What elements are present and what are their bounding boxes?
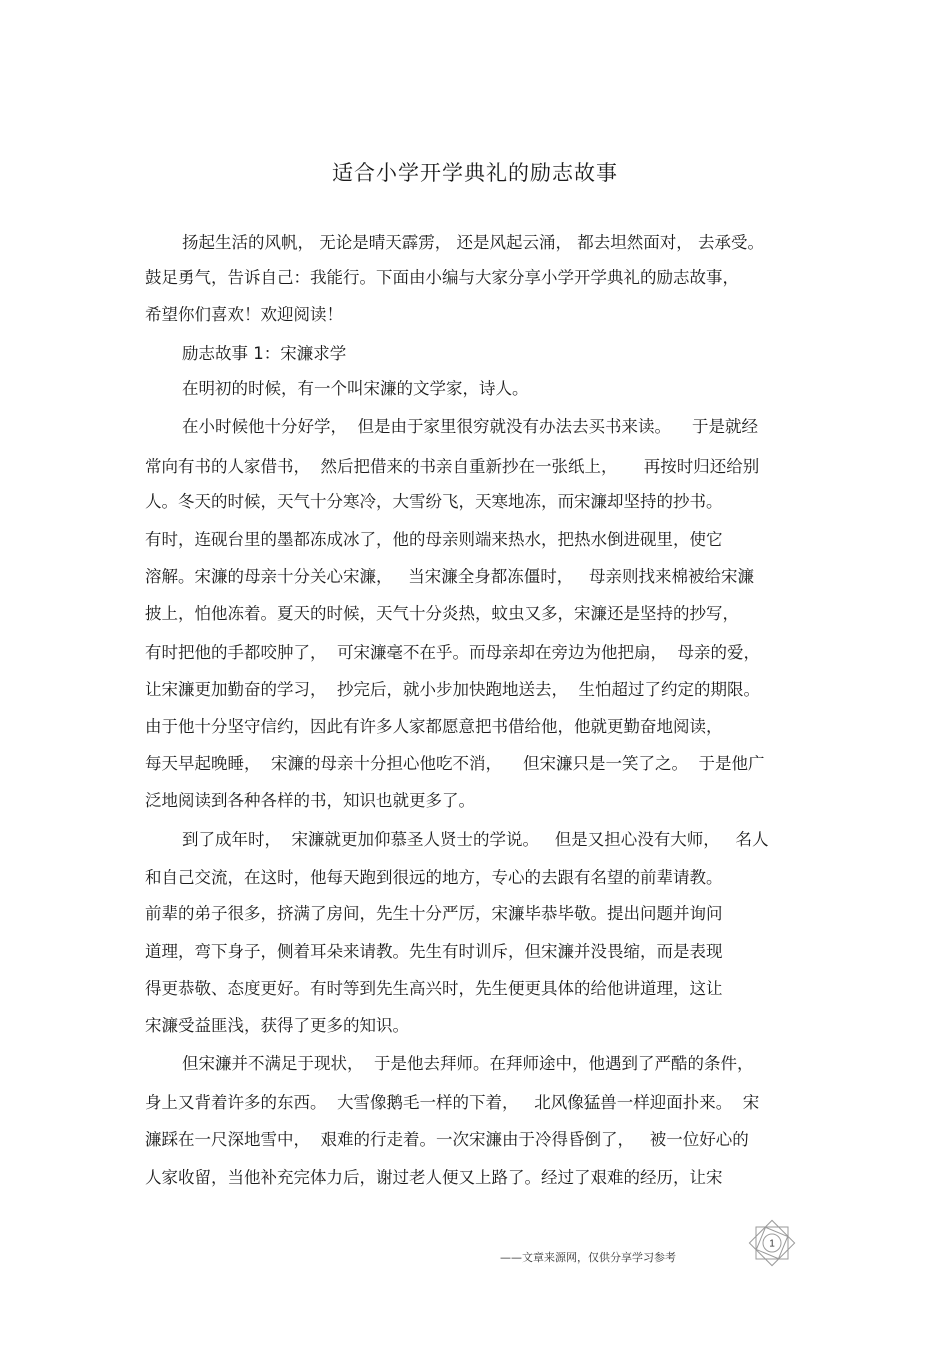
document-title: 适合小学开学典礼的励志故事: [332, 161, 618, 185]
paragraph-line: 得更恭敬、态度更好。有时等到先生高兴时，先生便更具体的给他讲道理，这让: [145, 979, 723, 998]
paragraph-line: 常向有书的人家借书， 然后把借来的书亲自重新抄在一张纸上， 再按时归还给别: [145, 457, 760, 476]
paragraph-line: 但宋濂并不满足于现状， 于是他去拜师。在拜师途中，他遇到了严酷的条件，: [182, 1054, 754, 1073]
page-number-badge: [746, 1218, 798, 1268]
page-number: 1: [769, 1238, 775, 1250]
paragraph-line: 励志故事 1：宋濂求学: [182, 344, 347, 363]
paragraph-line: 泛地阅读到各种各样的书，知识也就更多了。: [145, 791, 475, 810]
paragraph-line: 和自己交流，在这时，他每天跑到很远的地方，专心的去跟有名望的前辈请教。: [145, 868, 723, 887]
paragraph-line: 到了成年时， 宋濂就更加仰慕圣人贤士的学说。 但是又担心没有大师， 名人: [182, 830, 769, 849]
paragraph-line: 前辈的弟子很多，挤满了房间，先生十分严厉，宋濂毕恭毕敬。提出问题并询问: [145, 904, 723, 923]
paragraph-line: 人。冬天的时候，天气十分寒冷，大雪纷飞，天寒地冻，而宋濂却坚持的抄书。: [145, 492, 723, 511]
paragraph-line: 有时，连砚台里的墨都冻成冰了，他的母亲则端来热水，把热水倒进砚里，使它: [145, 530, 723, 549]
paragraph-line: 有时把他的手都咬肿了， 可宋濂毫不在乎。而母亲却在旁边为他把扇， 母亲的爱，: [145, 643, 760, 662]
paragraph-line: 道理，弯下身子，侧着耳朵来请教。先生有时训斥，但宋濂并没畏缩，而是表现: [145, 942, 723, 961]
paragraph-line: 在小时候他十分好学， 但是由于家里很穷就没有办法去买书来读。 于是就经: [182, 417, 758, 436]
paragraph-line: 让宋濂更加勤奋的学习， 抄完后，就小步加快跑地送去， 生怕超过了约定的期限。: [145, 680, 760, 699]
paragraph-line: 濂踩在一尺深地雪中， 艰难的行走着。一次宋濂由于冷得昏倒了， 被一位好心的: [145, 1130, 749, 1149]
paragraph-line: 披上，怕他冻着。夏天的时候，天气十分炎热，蚊虫又多，宋濂还是坚持的抄写，: [145, 604, 739, 623]
paragraph-line: 身上又背着许多的东西。 大雪像鹅毛一样的下着， 北风像猛兽一样迎面扑来。 宋: [145, 1093, 760, 1112]
paragraph-line: 在明初的时候，有一个叫宋濂的文学家，诗人。: [182, 379, 529, 398]
paragraph-line: 扬起生活的风帆， 无论是晴天霹雳， 还是风起云涌， 都去坦然面对， 去承受。: [182, 233, 764, 252]
footer-source-note: ——文章来源网，仅供分享学习参考: [500, 1251, 676, 1264]
paragraph-line: 每天早起晚睡， 宋濂的母亲十分担心他吃不消， 但宋濂只是一笑了之。 于是他广: [145, 754, 765, 773]
paragraph-line: 希望你们喜欢！欢迎阅读！: [145, 305, 343, 324]
paragraph-line: 溶解。宋濂的母亲十分关心宋濂， 当宋濂全身都冻僵时， 母亲则找来棉被给宋濂: [145, 567, 754, 586]
paragraph-line: 鼓足勇气，告诉自己：我能行。下面由小编与大家分享小学开学典礼的励志故事，: [145, 268, 739, 287]
paragraph-line: 由于他十分坚守信约，因此有许多人家都愿意把书借给他，他就更勤奋地阅读，: [145, 717, 723, 736]
paragraph-line: 人家收留，当他补充完体力后，谢过老人便又上路了。经过了艰难的经历，让宋: [145, 1168, 723, 1187]
paragraph-line: 宋濂受益匪浅，获得了更多的知识。: [145, 1016, 409, 1035]
decorative-star-badge-icon: [746, 1218, 798, 1268]
